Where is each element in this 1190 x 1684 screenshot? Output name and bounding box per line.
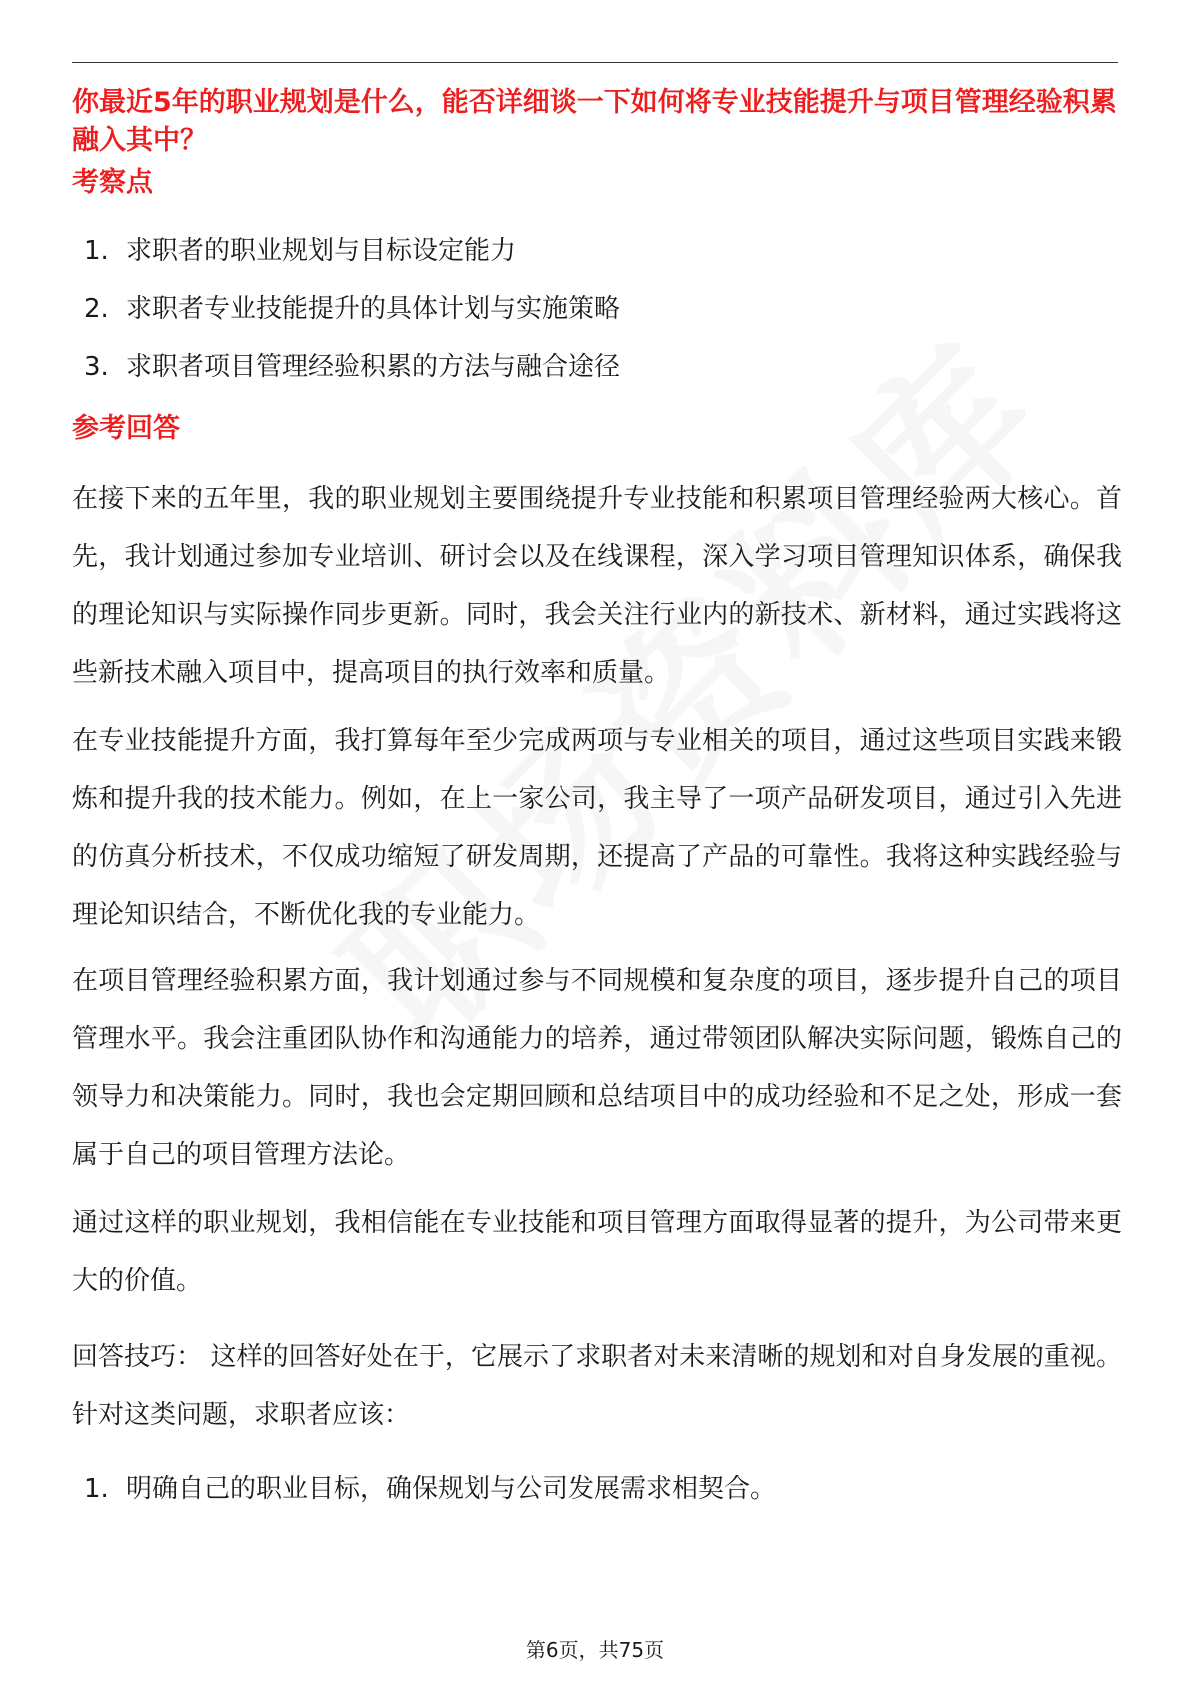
question-title: 你最近5年的职业规划是什么，能否详细谈一下如何将专业技能提升与项目管理经验积累融入其中？ bbox=[72, 87, 1117, 156]
tips-list bbox=[72, 1470, 776, 1528]
tips-intro: 回答技巧： 这样的回答好处在于，它展示了求职者对未来清晰的规划和对自身发展的重视。针对这类问题，求职者应该： bbox=[72, 1342, 1122, 1430]
focus-list bbox=[72, 232, 620, 406]
list-number: 1. bbox=[84, 236, 109, 266]
focus-heading: 考察点 bbox=[72, 167, 153, 198]
list-text: 求职者的职业规划与目标设定能力 bbox=[126, 236, 517, 266]
answer-paragraph: 在接下来的五年里，我的职业规划主要围绕提升专业技能和积累项目管理经验两大核心。首先，我计划通过参加专业培训、研讨会以及在线课程，深入学习项目管理知识体系，确保我的理论知识与实际操作同步更新。同时，我会关注行业内的新技术、新材料，通过实践将这些新技术融入项目中，提高项目的执行效率和质量。 bbox=[72, 484, 1122, 688]
top-divider bbox=[72, 62, 1118, 63]
list-number: 3. bbox=[84, 352, 109, 382]
list-item bbox=[72, 348, 620, 406]
list-text: 求职者专业技能提升的具体计划与实施策略 bbox=[126, 294, 621, 324]
list-text: 明确自己的职业目标，确保规划与公司发展需求相契合。 bbox=[126, 1474, 777, 1504]
answer-paragraph: 通过这样的职业规划，我相信能在专业技能和项目管理方面取得显著的提升，为公司带来更大的价值。 bbox=[72, 1208, 1122, 1296]
list-number: 2. bbox=[84, 294, 109, 324]
page-footer: 第6页，共75页 bbox=[525, 1638, 665, 1662]
list-number: 1. bbox=[84, 1474, 109, 1504]
list-item bbox=[72, 232, 620, 290]
answer-heading: 参考回答 bbox=[72, 413, 180, 444]
list-text: 求职者项目管理经验积累的方法与融合途径 bbox=[126, 352, 621, 382]
answer-paragraph: 在项目管理经验积累方面，我计划通过参与不同规模和复杂度的项目，逐步提升自己的项目管理水平。我会注重团队协作和沟通能力的培养，通过带领团队解决实际问题，锻炼自己的领导力和决策能力。同时，我也会定期回顾和总结项目中的成功经验和不足之处，形成一套属于自己的项目管理方法论。 bbox=[72, 966, 1122, 1170]
list-item bbox=[72, 290, 620, 348]
answer-paragraph: 在专业技能提升方面，我打算每年至少完成两项与专业相关的项目，通过这些项目实践来锻炼和提升我的技术能力。例如，在上一家公司，我主导了一项产品研发项目，通过引入先进的仿真分析技术，不仅成功缩短了研发周期，还提高了产品的可靠性。我将这种实践经验与理论知识结合，不断优化我的专业能力。 bbox=[72, 726, 1122, 930]
list-item bbox=[72, 1470, 776, 1528]
